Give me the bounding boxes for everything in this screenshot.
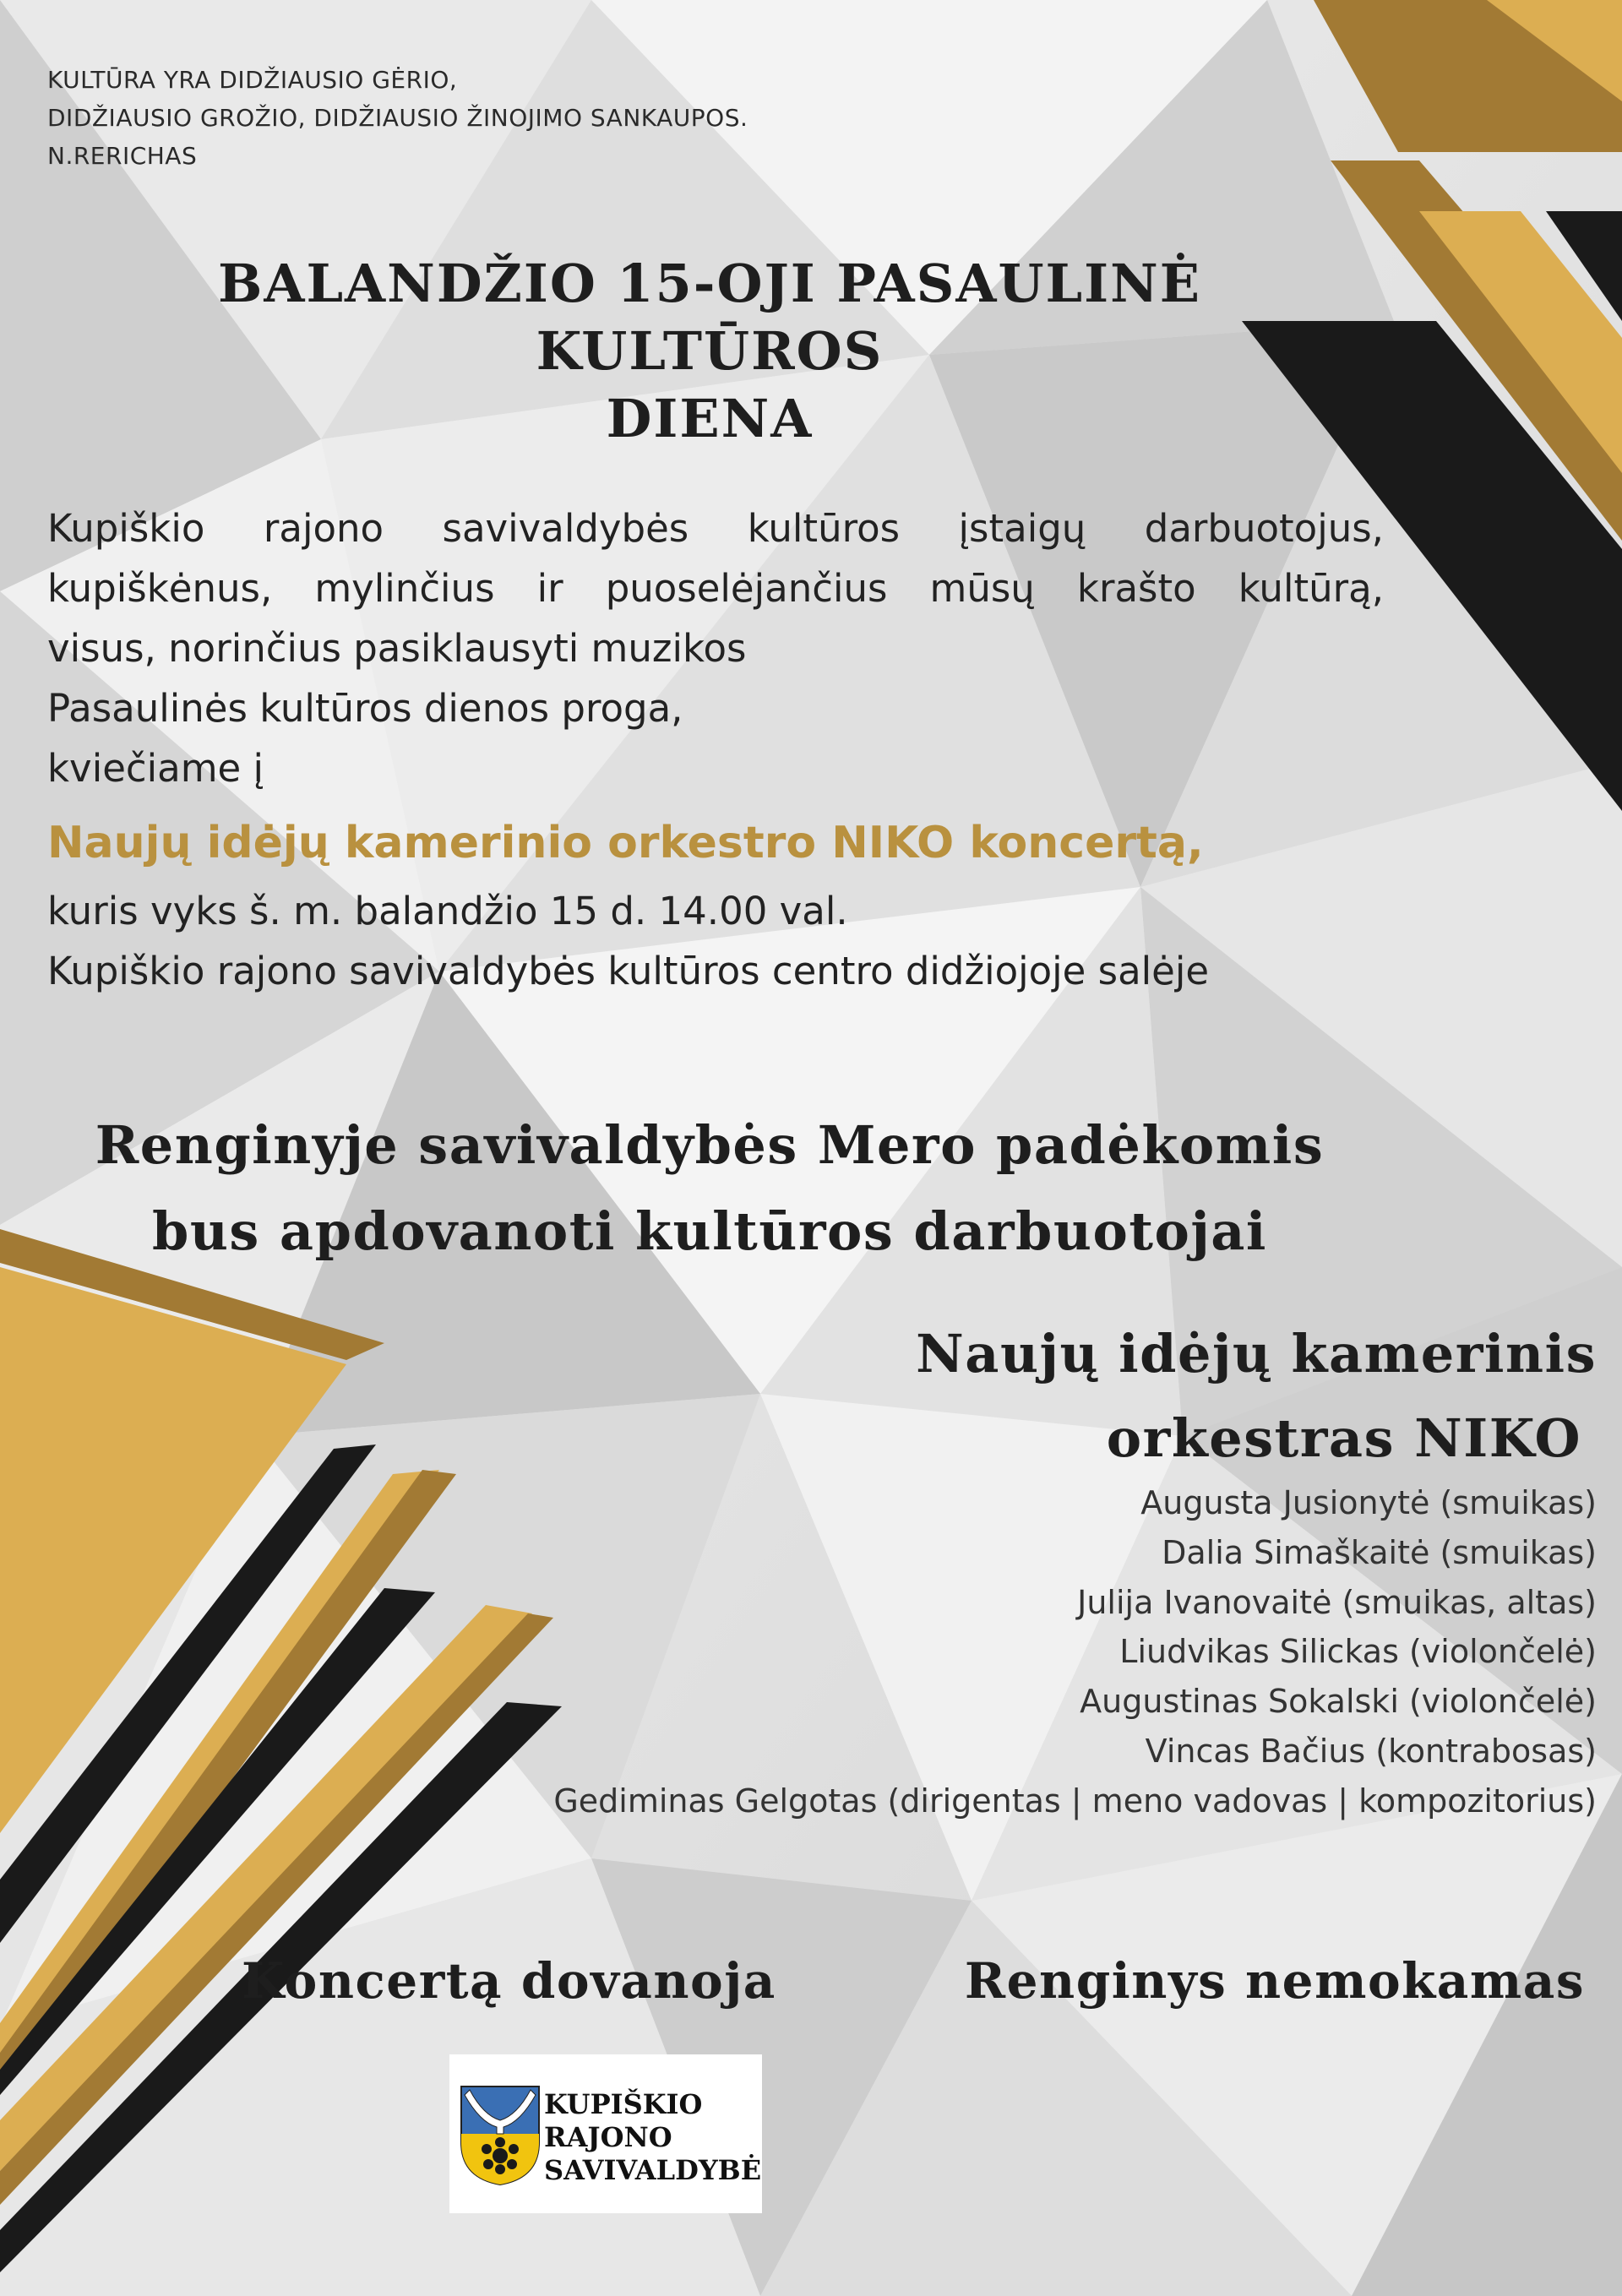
- awards-line-2: bus apdovanoti kultūros darbuotojai: [152, 1200, 1267, 1262]
- invitation-line: kupiškėnus, mylinčius ir puoselėjančius mūsų krašto kultūrą,: [47, 566, 1384, 611]
- member-item: Vincas Bačius (kontrabosas): [1145, 1732, 1597, 1770]
- page-title: [51, 250, 1369, 453]
- logo-line: SAVIVALDYBĖ: [544, 2154, 762, 2186]
- member-item: Gediminas Gelgotas (dirigentas | meno vadovas | kompozitorius): [553, 1782, 1597, 1820]
- member-item: Augustinas Sokalski (violončelė): [1080, 1683, 1597, 1721]
- awards-line-1: Renginyje savivaldybės Mero padėkomis: [95, 1114, 1325, 1176]
- orchestra-title: [916, 1312, 1597, 1481]
- quote-line: KULTŪRA YRA DIDŽIAUSIO GĖRIO,: [47, 66, 458, 94]
- orchestra-members: [553, 1478, 1597, 1826]
- quote: [47, 61, 977, 175]
- kupiskis-coat-of-arms-icon: [458, 2083, 542, 2186]
- invitation-line: Pasaulinės kultūros dienos proga,: [47, 686, 683, 731]
- invitation-text: [47, 498, 1384, 798]
- concert-highlight: Naujų idėjų kamerinio orkestro NIKO koncertą,: [47, 818, 1204, 868]
- municipality-logo: [449, 2054, 762, 2213]
- invitation-line: Kupiškio rajono savivaldybės kultūros įstaigų darbuotojus,: [47, 506, 1384, 551]
- event-venue: Kupiškio rajono savivaldybės kultūros centro didžiojoje salėje: [47, 949, 1210, 993]
- free-event-label: Renginys nemokamas: [964, 1952, 1585, 2010]
- quote-author: N.RERICHAS: [47, 142, 198, 170]
- title-line-2: DIENA: [606, 388, 814, 449]
- member-item: Dalia Simaškaitė (smuikas): [1162, 1533, 1597, 1571]
- logo-line: RAJONO: [544, 2121, 672, 2153]
- invitation-line: visus, norinčius pasiklausyti muzikos: [47, 626, 747, 671]
- event-time: kuris vyks š. m. balandžio 15 d. 14.00 val.: [47, 889, 848, 933]
- member-item: Augusta Jusionytė (smuikas): [1140, 1484, 1597, 1521]
- title-line-1: BALANDŽIO 15-OJI PASAULINĖ KULTŪROS: [217, 253, 1202, 382]
- concert-gift-label: Koncertą dovanoja: [242, 1952, 776, 2010]
- logo-text: [544, 2088, 761, 2187]
- event-details: [47, 881, 1209, 1001]
- invitation-line: kviečiame į: [47, 746, 264, 791]
- orchestra-title-line-2: orkestras NIKO: [1106, 1407, 1581, 1469]
- member-item: Julija Ivanovaitė (smuikas, altas): [1077, 1583, 1597, 1621]
- awards-announcement: [34, 1102, 1385, 1275]
- member-item: Liudvikas Silickas (violončelė): [1119, 1633, 1597, 1671]
- orchestra-title-line-1: Naujų idėjų kamerinis: [916, 1323, 1597, 1385]
- logo-line: KUPIŠKIO: [544, 2088, 703, 2120]
- quote-line: DIDŽIAUSIO GROŽIO, DIDŽIAUSIO ŽINOJIMO SANKAUPOS.: [47, 104, 748, 132]
